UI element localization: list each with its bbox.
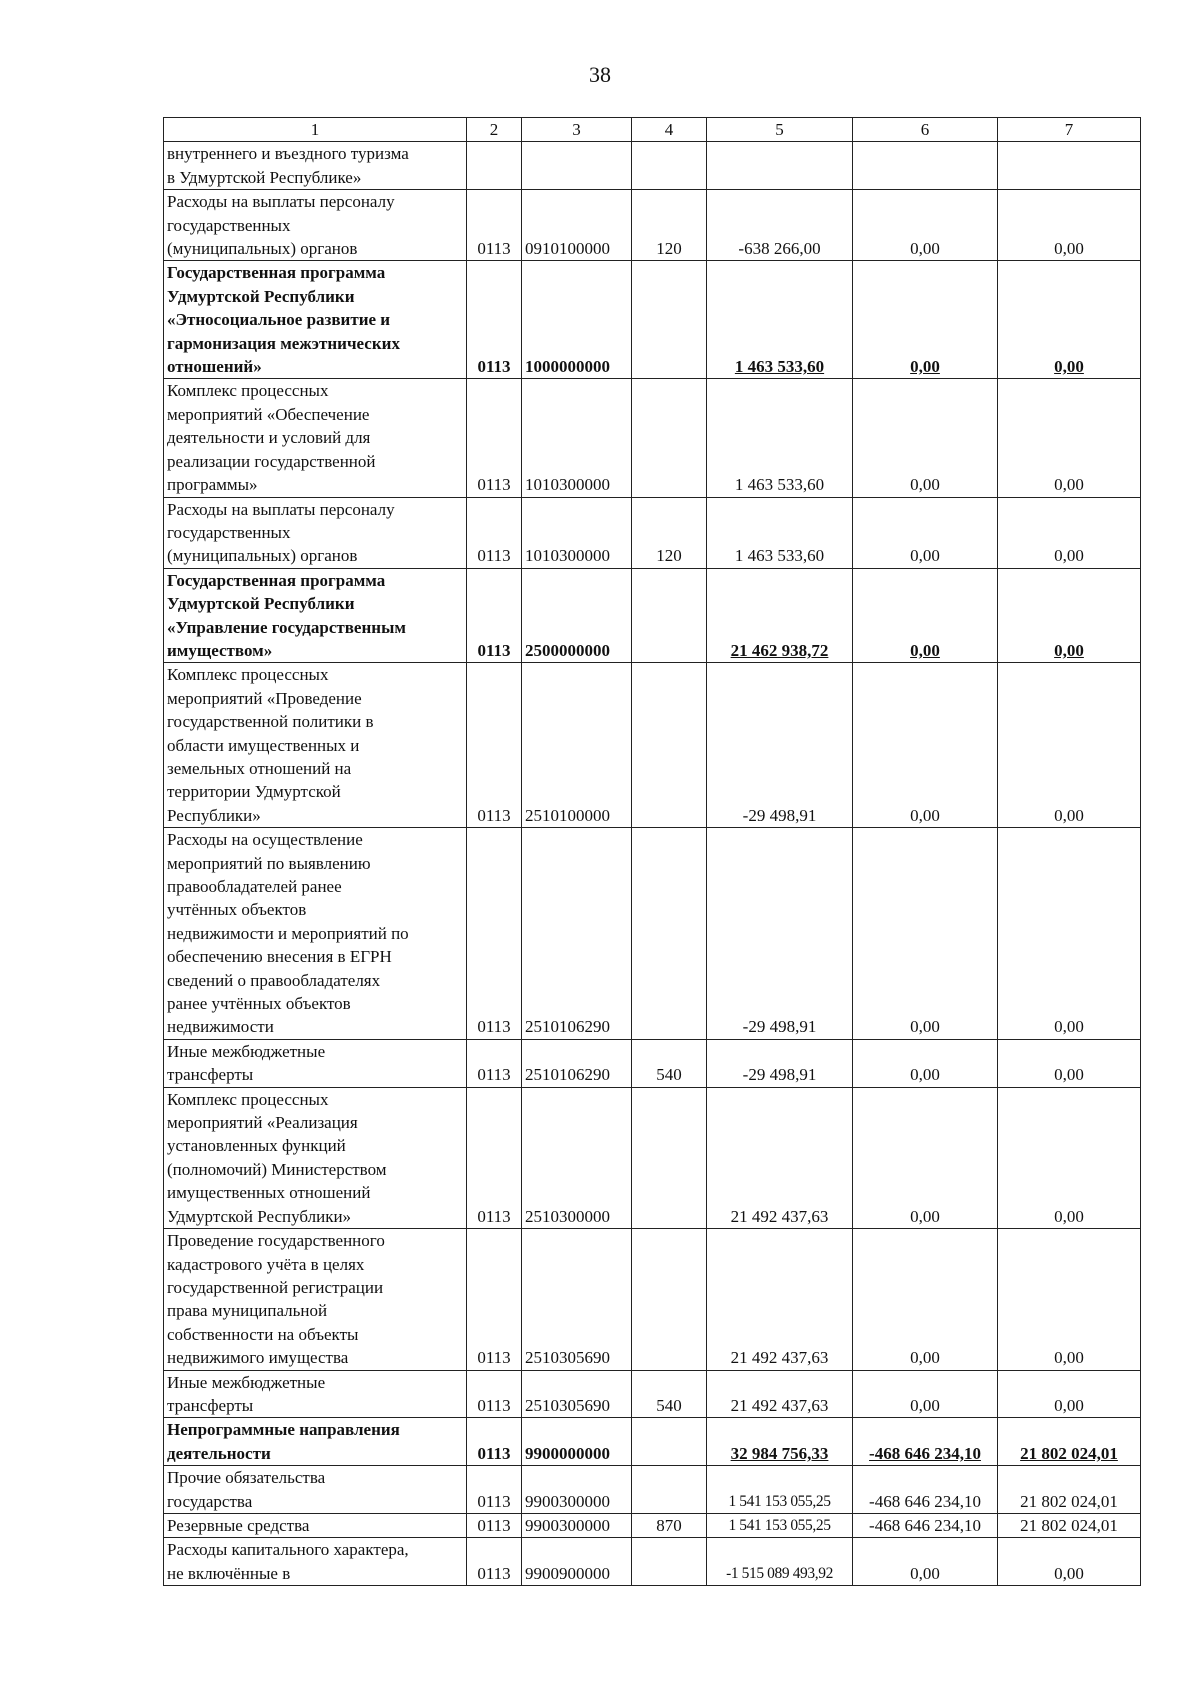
amount-column-6: -468 646 234,10 [853,1418,998,1466]
table-row [164,1229,1141,1370]
amount-column-6: 0,00 [853,261,998,379]
expense-type-code [632,1229,707,1370]
section-code: 0113 [467,1538,522,1586]
page-number: 38 [589,62,611,87]
table-row [164,828,1141,1040]
table-row [164,190,1141,261]
table-row [164,1513,1141,1537]
row-name: Расходы на выплаты персоналу государственных (муниципальных) органов [164,190,467,261]
expense-type-code [632,828,707,1040]
column-number: 5 [707,118,853,142]
amount-column-7: 0,00 [998,261,1141,379]
amount-column-7: 0,00 [998,190,1141,261]
amount-column-5: -29 498,91 [707,663,853,828]
amount-column-5: 21 492 437,63 [707,1087,853,1228]
table-row [164,261,1141,379]
amount-column-5 [707,142,853,190]
section-code: 0113 [467,261,522,379]
amount-column-5: 1 463 533,60 [707,497,853,568]
amount-column-6: 0,00 [853,663,998,828]
amount-column-5: 21 462 938,72 [707,568,853,663]
section-code: 0113 [467,497,522,568]
amount-column-5: 1 541 153 055,25 [707,1466,853,1514]
amount-column-7: 0,00 [998,568,1141,663]
amount-column-6: -468 646 234,10 [853,1513,998,1537]
row-name: Резервные средства [164,1513,467,1537]
row-name: внутреннего и въездного туризма в Удмуртской Республике» [164,142,467,190]
target-article-code: 2510106290 [522,828,632,1040]
amount-column-7: 0,00 [998,1087,1141,1228]
column-number: 3 [522,118,632,142]
section-code: 0113 [467,379,522,497]
target-article-code: 9900900000 [522,1538,632,1586]
table-row [164,1087,1141,1228]
expense-type-code [632,1466,707,1514]
amount-column-6: 0,00 [853,1538,998,1586]
expense-type-code: 870 [632,1513,707,1537]
amount-column-7: 21 802 024,01 [998,1513,1141,1537]
amount-column-5: 21 492 437,63 [707,1370,853,1418]
row-name: Комплекс процессных мероприятий «Обеспечение деятельности и условий для реализации государственной программы» [164,379,467,497]
table-row [164,1039,1141,1087]
amount-column-6: 0,00 [853,1087,998,1228]
column-number: 4 [632,118,707,142]
row-name: Государственная программа Удмуртской Республики «Этносоциальное развитие и гармонизация межэтнических отношений» [164,261,467,379]
row-name: Иные межбюджетные трансферты [164,1370,467,1418]
section-code: 0113 [467,1039,522,1087]
amount-column-6: -468 646 234,10 [853,1466,998,1514]
amount-column-7: 0,00 [998,663,1141,828]
amount-column-5: 32 984 756,33 [707,1418,853,1466]
amount-column-6 [853,142,998,190]
amount-column-7: 0,00 [998,1229,1141,1370]
amount-column-6: 0,00 [853,568,998,663]
amount-column-7: 21 802 024,01 [998,1418,1141,1466]
amount-column-5: -638 266,00 [707,190,853,261]
section-code: 0113 [467,663,522,828]
target-article-code: 1010300000 [522,379,632,497]
row-name: Комплекс процессных мероприятий «Реализация установленных функций (полномочий) Министерством имущественных отношений Удмуртской Республики» [164,1087,467,1228]
target-article-code: 2510106290 [522,1039,632,1087]
amount-column-7: 0,00 [998,1538,1141,1586]
amount-column-6: 0,00 [853,1039,998,1087]
section-code: 0113 [467,1418,522,1466]
target-article-code: 2510300000 [522,1087,632,1228]
section-code: 0113 [467,190,522,261]
expense-type-code [632,1087,707,1228]
target-article-code: 1000000000 [522,261,632,379]
row-name: Расходы капитального характера, не включённые в [164,1538,467,1586]
expense-type-code: 540 [632,1370,707,1418]
budget-table [163,117,1141,1586]
section-code [467,142,522,190]
amount-column-5: 1 463 533,60 [707,261,853,379]
amount-column-6: 0,00 [853,828,998,1040]
amount-column-7: 0,00 [998,497,1141,568]
amount-column-7 [998,142,1141,190]
amount-column-5: -1 515 089 493,92 [707,1538,853,1586]
row-name: Проведение государственного кадастрового учёта в целях государственной регистрации права муниципальной собственности на объекты недвижимого имущества [164,1229,467,1370]
section-code: 0113 [467,1229,522,1370]
amount-column-6: 0,00 [853,1370,998,1418]
table-row [164,1370,1141,1418]
amount-column-6: 0,00 [853,379,998,497]
table-row [164,142,1141,190]
row-name: Прочие обязательства государства [164,1466,467,1514]
expense-type-code [632,1538,707,1586]
expense-type-code [632,663,707,828]
section-code: 0113 [467,1466,522,1514]
target-article-code [522,142,632,190]
column-number: 1 [164,118,467,142]
expense-type-code [632,379,707,497]
table-row [164,497,1141,568]
column-number: 2 [467,118,522,142]
table-row [164,663,1141,828]
target-article-code: 2510100000 [522,663,632,828]
amount-column-7: 0,00 [998,1370,1141,1418]
amount-column-6: 0,00 [853,190,998,261]
amount-column-5: 1 541 153 055,25 [707,1513,853,1537]
amount-column-5: 21 492 437,63 [707,1229,853,1370]
amount-column-5: -29 498,91 [707,1039,853,1087]
amount-column-5: 1 463 533,60 [707,379,853,497]
row-name: Иные межбюджетные трансферты [164,1039,467,1087]
expense-type-code [632,142,707,190]
target-article-code: 1010300000 [522,497,632,568]
target-article-code: 2510305690 [522,1229,632,1370]
amount-column-5: -29 498,91 [707,828,853,1040]
column-number: 7 [998,118,1141,142]
amount-column-6: 0,00 [853,1229,998,1370]
table-row [164,1466,1141,1514]
row-name: Расходы на выплаты персоналу государственных (муниципальных) органов [164,497,467,568]
column-number: 6 [853,118,998,142]
amount-column-7: 0,00 [998,1039,1141,1087]
target-article-code: 9900300000 [522,1466,632,1514]
expense-type-code: 120 [632,190,707,261]
column-number-row [164,118,1141,142]
table-row [164,379,1141,497]
row-name: Государственная программа Удмуртской Республики «Управление государственным имуществом» [164,568,467,663]
table-row [164,568,1141,663]
amount-column-7: 21 802 024,01 [998,1466,1141,1514]
expense-type-code: 120 [632,497,707,568]
table-row [164,1538,1141,1586]
row-name: Непрограммные направления деятельности [164,1418,467,1466]
target-article-code: 2500000000 [522,568,632,663]
section-code: 0113 [467,1087,522,1228]
amount-column-6: 0,00 [853,497,998,568]
expense-type-code [632,261,707,379]
table-row [164,1418,1141,1466]
section-code: 0113 [467,828,522,1040]
section-code: 0113 [467,568,522,663]
row-name: Расходы на осуществление мероприятий по выявлению правообладателей ранее учтённых объектов недвижимости и мероприятий по обеспечению внесения в ЕГРН сведений о правообладателях ранее учтённых объектов недвижимости [164,828,467,1040]
target-article-code: 0910100000 [522,190,632,261]
target-article-code: 9900000000 [522,1418,632,1466]
expense-type-code [632,1418,707,1466]
row-name: Комплекс процессных мероприятий «Проведение государственной политики в области имущественных и земельных отношений на территории Удмуртской Республики» [164,663,467,828]
amount-column-7: 0,00 [998,379,1141,497]
target-article-code: 2510305690 [522,1370,632,1418]
expense-type-code: 540 [632,1039,707,1087]
amount-column-7: 0,00 [998,828,1141,1040]
section-code: 0113 [467,1370,522,1418]
target-article-code: 9900300000 [522,1513,632,1537]
section-code: 0113 [467,1513,522,1537]
expense-type-code [632,568,707,663]
